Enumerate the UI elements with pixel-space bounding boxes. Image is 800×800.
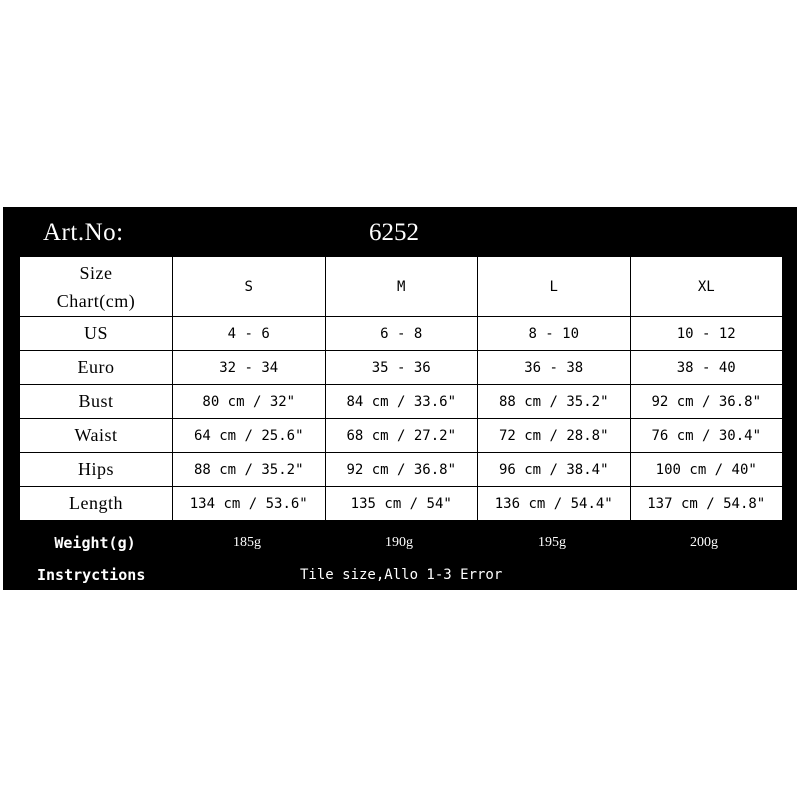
instructions-text: Tile size,Allo 1-3 Error (300, 567, 503, 583)
table-cell: 10 - 12 (630, 317, 783, 351)
size-header-row (20, 257, 783, 317)
weight-value-xl: 200g (690, 535, 718, 550)
size-header-s: S (173, 257, 326, 317)
corner-label-line1: Size (79, 262, 113, 283)
size-header-xl: XL (630, 257, 783, 317)
table-cell: 8 - 10 (478, 317, 631, 351)
instructions-row (3, 559, 797, 590)
row-label-length: Length (20, 487, 173, 521)
size-header-m: M (325, 257, 478, 317)
table-cell: 137 cm / 54.8" (630, 487, 783, 521)
table-row-hips (20, 453, 783, 487)
table-cell: 100 cm / 40" (630, 453, 783, 487)
table-cell: 84 cm / 33.6" (325, 385, 478, 419)
table-row-waist (20, 419, 783, 453)
table-cell: 4 - 6 (173, 317, 326, 351)
table-cell: 32 - 34 (173, 351, 326, 385)
table-cell: 135 cm / 54" (325, 487, 478, 521)
table-cell: 76 cm / 30.4" (630, 419, 783, 453)
weight-label: Weight(g) (54, 534, 136, 552)
table-cell: 35 - 36 (325, 351, 478, 385)
table-cell: 96 cm / 38.4" (478, 453, 631, 487)
table-row-euro (20, 351, 783, 385)
table-cell: 6 - 8 (325, 317, 478, 351)
table-cell: 68 cm / 27.2" (325, 419, 478, 453)
header-row (3, 207, 797, 256)
weight-value-s: 185g (233, 535, 261, 550)
table-cell: 64 cm / 25.6" (173, 419, 326, 453)
corner-label-line2: Chart(cm) (56, 290, 136, 311)
instructions-label: Instryctions (37, 566, 146, 584)
table-cell: 88 cm / 35.2" (478, 385, 631, 419)
row-label-us: US (20, 317, 173, 351)
table-cell: 80 cm / 32" (173, 385, 326, 419)
row-label-bust: Bust (20, 385, 173, 419)
size-header-l: L (478, 257, 631, 317)
table-cell: 136 cm / 54.4" (478, 487, 631, 521)
weight-row (3, 525, 797, 559)
row-label-waist: Waist (20, 419, 173, 453)
table-row-length (20, 487, 783, 521)
weight-value-m: 190g (385, 535, 413, 550)
row-label-euro: Euro (20, 351, 173, 385)
table-cell: 38 - 40 (630, 351, 783, 385)
table-cell: 72 cm / 28.8" (478, 419, 631, 453)
table-cell: 36 - 38 (478, 351, 631, 385)
table-cell: 92 cm / 36.8" (630, 385, 783, 419)
table-cell: 134 cm / 53.6" (173, 487, 326, 521)
size-chart-corner-label (20, 257, 173, 317)
table-cell: 88 cm / 35.2" (173, 453, 326, 487)
table-row-bust (20, 385, 783, 419)
size-table (19, 256, 783, 521)
size-chart-panel (3, 207, 797, 590)
weight-value-l: 195g (538, 535, 566, 550)
art-number-label: Art.No: (43, 219, 124, 246)
row-label-hips: Hips (20, 453, 173, 487)
art-number-value: 6252 (369, 219, 419, 246)
table-row-us (20, 317, 783, 351)
table-cell: 92 cm / 36.8" (325, 453, 478, 487)
